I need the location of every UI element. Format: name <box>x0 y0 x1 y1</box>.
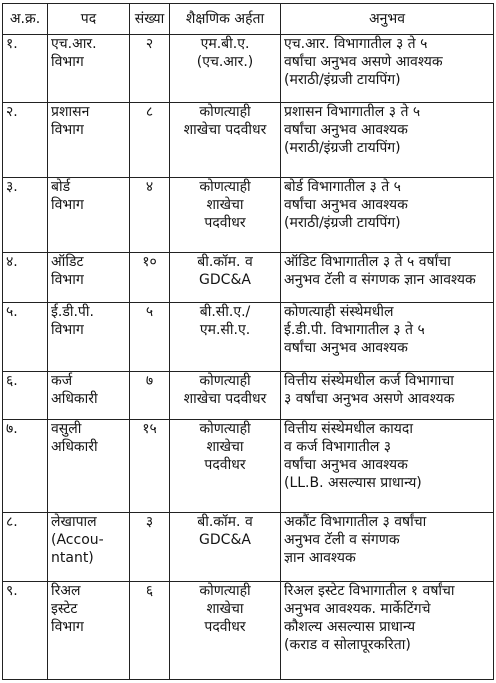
qualification-line: एम.बी.ए. <box>200 36 250 52</box>
qualification-line: शाखेचा पदवीधर <box>183 121 267 138</box>
experience-line: रिअल इस्टेट विभागातील १ वर्षांचा <box>284 582 455 599</box>
post-line: लेखापाल <box>51 513 97 530</box>
experience-line: अनुभव टॅली व संगणक ज्ञान आवश्यक <box>284 272 476 289</box>
qualification-line: कोणत्याही <box>199 179 251 196</box>
experience-line: एच.आर. विभागातील ३ ते ५ <box>284 36 428 52</box>
header-count: संख्या <box>130 4 170 35</box>
experience-line: ३ वर्षांचा अनुभव असणे आवश्यक <box>284 390 455 407</box>
cell-post <box>48 102 130 177</box>
cell-experience <box>281 253 494 302</box>
qualification-line: कोणत्याही <box>199 372 251 389</box>
cell-post <box>48 35 130 103</box>
cell-post <box>48 581 130 679</box>
cell-count: ८ <box>130 102 170 177</box>
table-row <box>3 512 494 581</box>
experience-line: वर्षांचा अनुभव आवश्यक <box>284 339 408 356</box>
cell-qualification <box>170 35 281 103</box>
cell-count: १५ <box>130 419 170 512</box>
qualification-line: शाखेचा <box>206 197 244 214</box>
cell-experience <box>281 35 494 103</box>
post-line: विभाग <box>51 618 84 635</box>
experience-line: कौशल्य असल्यास प्राधान्य <box>284 618 416 635</box>
experience-line: (LL.B. असल्यास प्राधान्य) <box>284 474 422 491</box>
cell-qualification <box>170 419 281 512</box>
experience-line: वित्तीय संस्थेमधील कर्ज विभागाचा <box>284 372 454 389</box>
cell-post <box>48 178 130 253</box>
cell-experience <box>281 419 494 512</box>
cell-sr: ७. <box>3 419 48 512</box>
table-row <box>3 102 494 177</box>
experience-line: ई.डी.पी. विभागातील ३ ते ५ <box>284 321 425 338</box>
post-line: ई.डी.पी. <box>51 303 94 320</box>
post-line: विभाग <box>51 121 84 138</box>
table-row <box>3 178 494 253</box>
post-line: ntant) <box>51 549 94 566</box>
table-row <box>3 371 494 419</box>
experience-line: ऑडिट विभागातील ३ ते ५ वर्षांचा <box>284 254 451 271</box>
cell-sr: ९. <box>3 581 48 679</box>
header-post: पद <box>48 4 130 35</box>
table-header-row <box>3 4 494 35</box>
qualification-line: कोणत्याही <box>199 103 251 120</box>
table-row <box>3 35 494 103</box>
cell-sr: १. <box>3 35 48 103</box>
cell-sr: ६. <box>3 371 48 419</box>
post-line: विभाग <box>51 321 84 338</box>
experience-line: (कराड व सोलापूरकरिता) <box>284 636 411 653</box>
post-line: रिअल <box>51 582 81 599</box>
cell-qualification <box>170 178 281 253</box>
cell-post <box>48 253 130 302</box>
cell-experience <box>281 102 494 177</box>
experience-line: बोर्ड विभागातील ३ ते ५ <box>284 179 401 196</box>
post-line: प्रशासन <box>51 103 90 120</box>
cell-sr: २. <box>3 102 48 177</box>
qualification-line: कोणत्याही <box>199 420 251 437</box>
qualification-line: GDC&A <box>199 531 251 548</box>
header-qualification: शैक्षणिक अर्हता <box>170 4 281 35</box>
cell-qualification <box>170 371 281 419</box>
qualification-line: कोणत्याही <box>199 582 251 599</box>
cell-count: १० <box>130 253 170 302</box>
cell-experience <box>281 371 494 419</box>
cell-qualification <box>170 512 281 581</box>
cell-post <box>48 419 130 512</box>
cell-post <box>48 512 130 581</box>
experience-line: ज्ञान आवश्यक <box>284 549 356 566</box>
header-sr: अ.क्र. <box>3 4 48 35</box>
cell-count: ६ <box>130 581 170 679</box>
post-line: विभाग <box>51 54 84 70</box>
post-line: वसुली <box>51 420 82 437</box>
qualification-line: बी.कॉम. व <box>197 513 253 530</box>
cell-sr: ८. <box>3 512 48 581</box>
cell-count: २ <box>130 35 170 103</box>
cell-count: ३ <box>130 512 170 581</box>
qualification-line: पदवीधर <box>204 456 246 473</box>
cell-count: ७ <box>130 371 170 419</box>
qualification-line: पदवीधर <box>204 215 246 232</box>
cell-count: ४ <box>130 178 170 253</box>
qualification-line: GDC&A <box>199 272 251 289</box>
experience-line: (मराठी/इंग्रजी टायपिंग) <box>284 139 401 156</box>
qualification-line: बी.सी.ए./ <box>199 303 251 320</box>
post-line: अधिकारी <box>51 438 98 455</box>
qualification-line: (एच.आर.) <box>196 54 254 70</box>
qualification-line: शाखेचा <box>206 600 244 617</box>
cell-experience <box>281 302 494 371</box>
experience-line: वर्षांचा अनुभव असणे आवश्यक <box>284 54 443 70</box>
cell-qualification <box>170 581 281 679</box>
cell-post <box>48 302 130 371</box>
experience-line: (मराठी/इंग्रजी टायपिंग) <box>284 215 401 232</box>
cell-sr: ३. <box>3 178 48 253</box>
experience-line: वित्तीय संस्थेमधील कायदा <box>284 420 413 437</box>
cell-count: ५ <box>130 302 170 371</box>
cell-sr: ५. <box>3 302 48 371</box>
qualification-line: एम.सी.ए. <box>199 321 251 338</box>
post-line: इस्टेट <box>51 600 78 617</box>
qualification-line: बी.कॉम. व <box>197 254 253 271</box>
experience-line: अनुभव आवश्यक. मार्केटिंगचे <box>284 600 431 617</box>
table-row <box>3 419 494 512</box>
cell-sr: ४. <box>3 253 48 302</box>
cell-post <box>48 371 130 419</box>
cell-experience <box>281 581 494 679</box>
experience-line: वर्षांचा अनुभव आवश्यक <box>284 121 408 138</box>
experience-line: अकौंट विभागातील ३ वर्षांचा <box>284 513 427 530</box>
experience-line: वर्षांचा अनुभव आवश्यक <box>284 197 408 214</box>
post-line: (Accou- <box>51 531 104 548</box>
post-line: कर्ज <box>51 372 73 389</box>
qualification-line: पदवीधर <box>204 618 246 635</box>
cell-experience <box>281 178 494 253</box>
header-experience: अनुभव <box>281 4 494 35</box>
table-row <box>3 581 494 679</box>
cell-qualification <box>170 302 281 371</box>
recruitment-table <box>2 3 494 680</box>
experience-line: वर्षांचा अनुभव आवश्यक <box>284 456 408 473</box>
experience-line: व कर्ज विभागातील ३ <box>284 438 392 455</box>
qualification-line: शाखेचा पदवीधर <box>183 390 267 407</box>
table-row <box>3 302 494 371</box>
experience-line: कोणत्याही संस्थेमधील <box>284 303 394 320</box>
cell-qualification <box>170 253 281 302</box>
qualification-line: शाखेचा <box>206 438 244 455</box>
cell-qualification <box>170 102 281 177</box>
experience-line: (मराठी/इंग्रजी टायपिंग) <box>284 72 401 88</box>
post-line: ऑडिट <box>51 254 84 271</box>
post-line: विभाग <box>51 197 84 214</box>
post-line: बोर्ड <box>51 179 71 196</box>
post-line: अधिकारी <box>51 390 98 407</box>
cell-experience <box>281 512 494 581</box>
post-line: विभाग <box>51 272 84 289</box>
experience-line: अनुभव टॅली व संगणक <box>284 531 400 548</box>
table-row <box>3 253 494 302</box>
experience-line: प्रशासन विभागातील ३ ते ५ <box>284 103 421 120</box>
post-line: एच.आर. <box>51 36 97 52</box>
